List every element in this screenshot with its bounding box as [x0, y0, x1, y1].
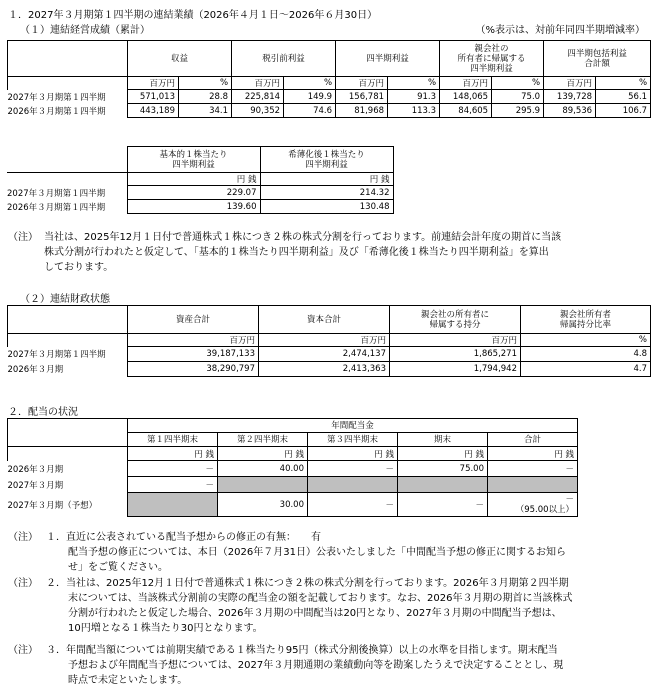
- cell: 571,013: [128, 90, 179, 104]
- dividend-note-3: （注） ３．年間配当額については前期実績である１株当たり95円（株式分割後換算）以上の水準を目指します。期末配当 予想および年間配当予想については、2027年３月期通期の業績動向等を勘案したうえで決定することとし、現 時点で未定といたします。: [8, 645, 564, 686]
- col-header: 資本合計: [259, 306, 390, 334]
- col-header: 資産合計: [128, 306, 259, 334]
- row-label: 2027年３月期: [7, 480, 64, 491]
- dividend-note-1: （注） １．直近に公表されている配当予想からの修正の有無： 有 配当予想の修正については、本日（2026年７月31日）公表いたしました「中間配当予想の修正に関するお知ら せ」をご覧ください。: [8, 532, 566, 573]
- row-label: 2027年３月期第１四半期: [7, 188, 106, 199]
- cell: 130.48: [260, 200, 393, 214]
- cell: 2,413,363: [259, 362, 390, 377]
- unit-label: 百万円: [128, 334, 259, 347]
- cell: 84,605: [440, 104, 492, 118]
- gray-cell: [308, 477, 398, 493]
- cell: 139.60: [127, 200, 260, 214]
- unit-label: 円 銭: [127, 173, 260, 186]
- cell: 39,187,133: [128, 347, 259, 362]
- row-label: 2026年３月期: [7, 365, 64, 375]
- row-label: 2027年３月期（予想）: [7, 500, 98, 511]
- col-header: 希薄化後１株当たり 四半期利益: [260, 147, 393, 173]
- cell: 139,728: [544, 90, 596, 104]
- results-heading: （１）連結経営成績（累計）: [20, 25, 150, 36]
- col-header: 四半期利益: [336, 41, 440, 77]
- row-label: 2026年３月期第１四半期: [7, 202, 106, 213]
- cell: －: [488, 461, 578, 477]
- col-header: 収益: [128, 41, 232, 77]
- unit-label: 円 銭: [398, 447, 488, 461]
- gray-cell: [398, 477, 488, 493]
- table-row: [8, 104, 651, 118]
- unit-label: 百万円: [128, 77, 179, 90]
- cell: －: [128, 461, 218, 477]
- cell: －: [308, 461, 398, 477]
- cell: 214.32: [260, 186, 393, 200]
- unit-label: 円 銭: [260, 173, 393, 186]
- cell: 149.9: [284, 90, 336, 104]
- results-table: [7, 40, 651, 118]
- cell: 225,814: [232, 90, 284, 104]
- section-2-title: ２．配当の状況: [8, 407, 78, 418]
- unit-label: 円 銭: [128, 447, 218, 461]
- cell: 40.00: [218, 461, 308, 477]
- unit-label: 百万円: [336, 77, 388, 90]
- unit-label: %: [521, 334, 651, 347]
- group-header: 年間配当金: [128, 419, 578, 433]
- col-header: 第３四半期末: [308, 433, 398, 447]
- cell: 295.9: [492, 104, 544, 118]
- cell: 56.1: [596, 90, 651, 104]
- cell: 229.07: [127, 186, 260, 200]
- cell: 74.6: [284, 104, 336, 118]
- col-header: 第１四半期末: [128, 433, 218, 447]
- cell: －: [308, 493, 398, 517]
- table-row: [8, 362, 651, 377]
- row-label: 2026年３月期: [7, 464, 64, 475]
- cell: 1,865,271: [390, 347, 521, 362]
- table-row: [8, 90, 651, 104]
- table-row: [8, 493, 578, 517]
- financial-table: [7, 305, 651, 377]
- cell: － （95.00以上）: [488, 493, 578, 517]
- unit-label: 円 銭: [488, 447, 578, 461]
- cell: 38,290,797: [128, 362, 259, 377]
- col-header: 親会社所有者 帰属持分比率: [521, 306, 651, 334]
- eps-note: （注） 当社は、2025年12月１日付で普通株式１株につき２株の株式分割を行っております。前連結会計年度の期首に当該 株式分割が行われたと仮定して、「基本的１株当たり四半期利益」及び「希薄化後１株当たり四半期利益」を算出 しております。: [8, 232, 562, 273]
- cell: 2,474,137: [259, 347, 390, 362]
- col-header: 期末: [398, 433, 488, 447]
- table-row: [8, 461, 578, 477]
- unit-label: %: [492, 77, 544, 90]
- dividends-table: [7, 418, 578, 517]
- col-header: 第２四半期末: [218, 433, 308, 447]
- col-header: 基本的１株当たり 四半期利益: [127, 147, 260, 173]
- row-label: 2026年３月期第１四半期: [7, 106, 106, 117]
- gray-cell: [488, 477, 578, 493]
- col-header: 合計: [488, 433, 578, 447]
- cell: 90,352: [232, 104, 284, 118]
- unit-label: %: [284, 77, 336, 90]
- cell: 4.7: [521, 362, 651, 377]
- eps-table: [7, 146, 394, 214]
- cell: 28.8: [179, 90, 232, 104]
- cell: 30.00: [218, 493, 308, 517]
- unit-label: 百万円: [232, 77, 284, 90]
- cell: 1,794,942: [390, 362, 521, 377]
- unit-label: 百万円: [440, 77, 492, 90]
- cell: －: [128, 477, 218, 493]
- unit-label: 百万円: [544, 77, 596, 90]
- unit-label: %: [179, 77, 232, 90]
- table-row: [7, 200, 393, 214]
- cell: 113.3: [388, 104, 440, 118]
- unit-label: 百万円: [390, 334, 521, 347]
- unit-label: 円 銭: [218, 447, 308, 461]
- table-row: [7, 186, 393, 200]
- financial-heading: （２）連結財政状態: [20, 294, 110, 305]
- cell: 34.1: [179, 104, 232, 118]
- cell: －: [398, 493, 488, 517]
- cell: 4.8: [521, 347, 651, 362]
- cell: 75.00: [398, 461, 488, 477]
- dividend-note-2: （注） ２．当社は、2025年12月１日付で普通株式１株につき２株の株式分割を行っております。2026年３月期第２四半期 末については、当該株式分割前の実際の配当金の額を記載しております。なお、2026年３月期の期首に当該株式 分割が行われたと仮定した場合、2026年３月期の中間配当は20円となり、2027年３月期の中間配当予想は、 10円増となる１株当たり30円となります。: [8, 578, 573, 634]
- unit-label: %: [596, 77, 651, 90]
- table-row: [8, 347, 651, 362]
- table-row: [8, 477, 578, 493]
- col-header: 親会社の 所有者に帰属する 四半期利益: [440, 41, 544, 77]
- gray-cell: [128, 493, 218, 517]
- col-header: 四半期包括利益 合計額: [544, 41, 651, 77]
- row-label: 2027年３月期第１四半期: [7, 92, 106, 103]
- col-header: 税引前利益: [232, 41, 336, 77]
- cell: 156,781: [336, 90, 388, 104]
- cell: 81,968: [336, 104, 388, 118]
- percent-note: （%表示は、対前年同四半期増減率）: [475, 25, 645, 36]
- gray-cell: [218, 477, 308, 493]
- section-1-title: １．2027年３月期第１四半期の連結業績（2026年４月１日～2026年６月30日）: [8, 10, 378, 21]
- cell: 106.7: [596, 104, 651, 118]
- cell: 89,536: [544, 104, 596, 118]
- row-label: 2027年３月期第１四半期: [7, 350, 106, 360]
- col-header: 親会社の所有者に 帰属する持分: [390, 306, 521, 334]
- unit-label: %: [388, 77, 440, 90]
- cell: 75.0: [492, 90, 544, 104]
- cell: 443,189: [128, 104, 179, 118]
- unit-label: 円 銭: [308, 447, 398, 461]
- unit-label: 百万円: [259, 334, 390, 347]
- cell: 91.3: [388, 90, 440, 104]
- results-corner: [8, 41, 128, 77]
- cell: 148,065: [440, 90, 492, 104]
